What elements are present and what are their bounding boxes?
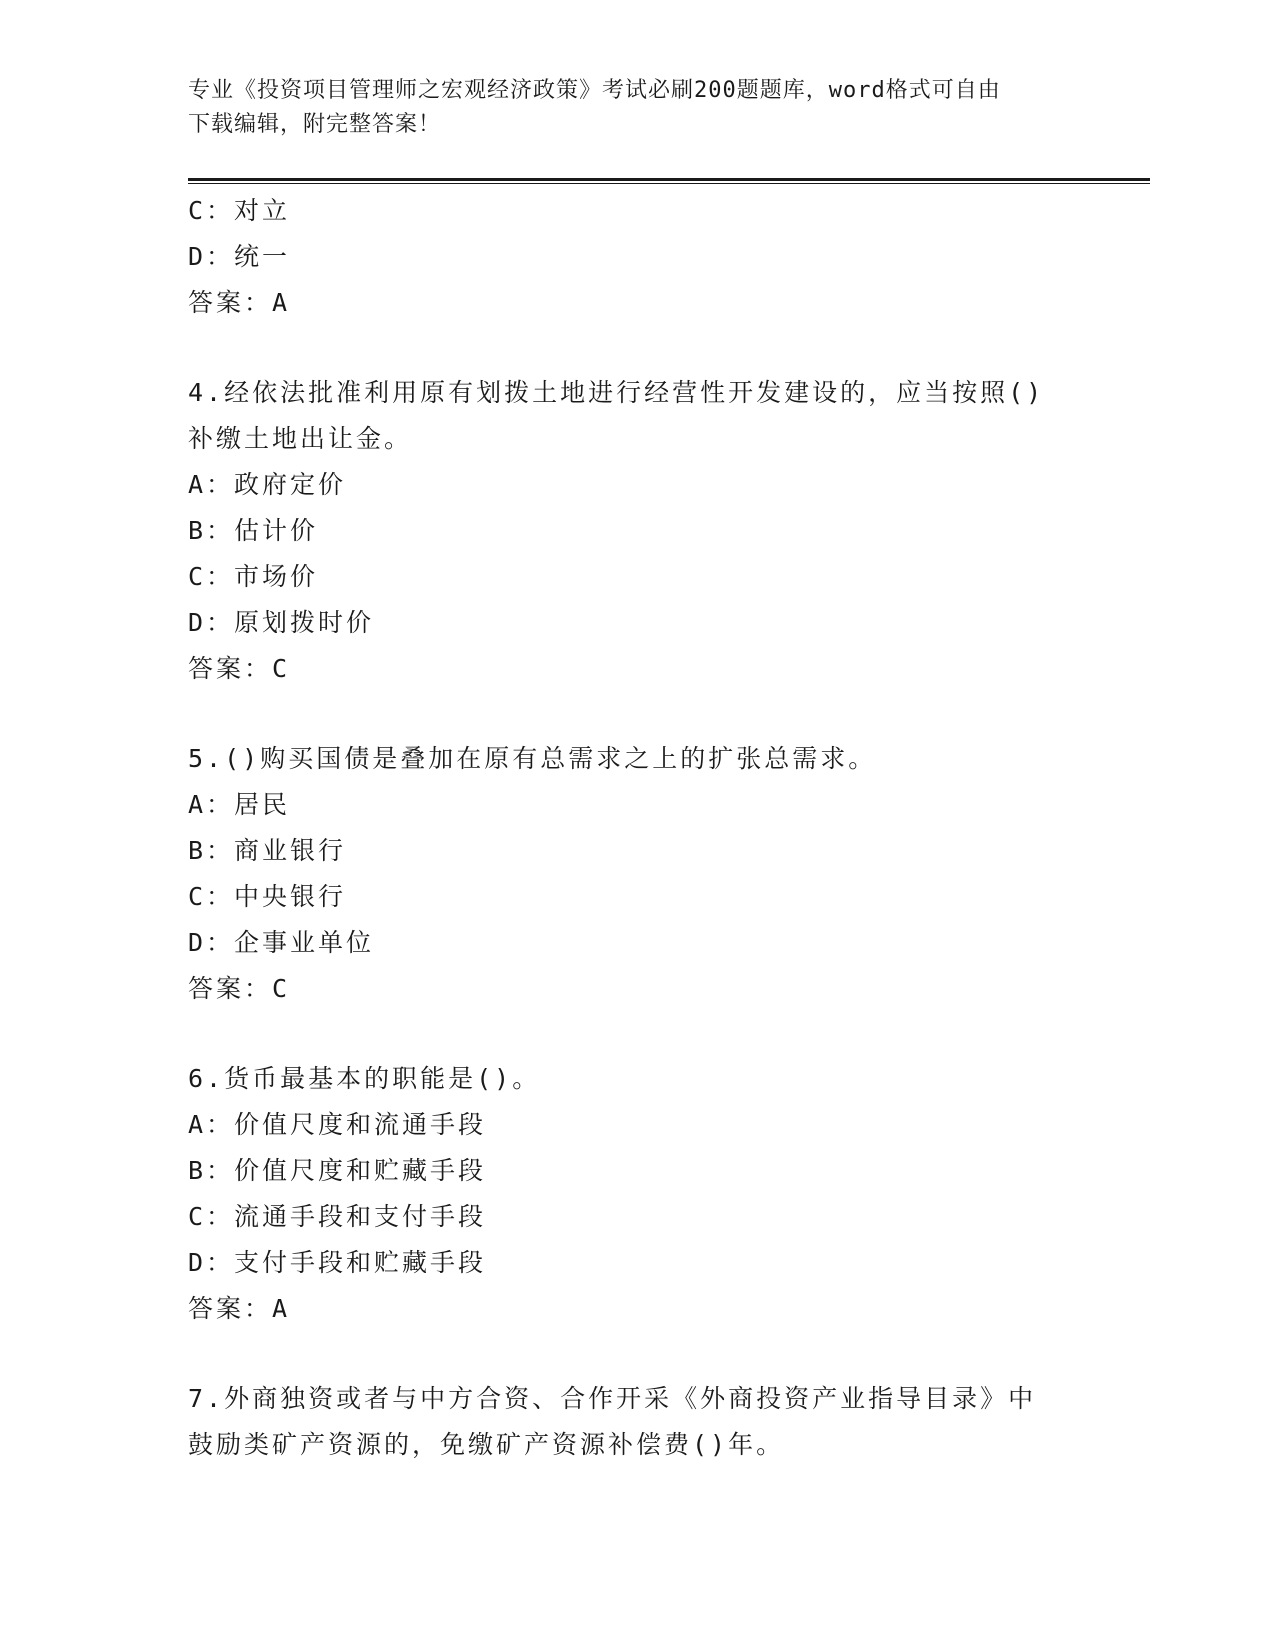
option-c: C：对立 — [188, 196, 291, 225]
option-c: C：市场价 — [188, 562, 319, 591]
question-text-line: 6.货币最基本的职能是()。 — [188, 1064, 541, 1093]
option-a: A：政府定价 — [188, 470, 347, 499]
answer: 答案：C — [188, 974, 291, 1003]
question-6 — [188, 1056, 1088, 1332]
header-line-1: 专业《投资项目管理师之宏观经济政策》考试必刷200题题库，word格式可自由 — [188, 78, 1001, 103]
option-c: C：中央银行 — [188, 882, 347, 911]
question-5 — [188, 736, 1088, 1012]
question-3-continued — [188, 188, 1088, 326]
question-text-line: 补缴土地出让金。 — [188, 424, 413, 453]
answer: 答案：A — [188, 1294, 291, 1323]
question-7 — [188, 1376, 1088, 1468]
document-body — [188, 188, 1088, 1468]
option-d: D：支付手段和贮藏手段 — [188, 1248, 487, 1277]
question-4 — [188, 370, 1088, 692]
question-text-line: 4.经依法批准利用原有划拨土地进行经营性开发建设的，应当按照() — [188, 378, 1045, 407]
header-rule-thick — [188, 178, 1150, 181]
option-b: B：估计价 — [188, 516, 319, 545]
answer: 答案：A — [188, 288, 291, 317]
option-b: B：价值尺度和贮藏手段 — [188, 1156, 487, 1185]
answer: 答案：C — [188, 654, 291, 683]
option-a: A：价值尺度和流通手段 — [188, 1110, 487, 1139]
option-c: C：流通手段和支付手段 — [188, 1202, 487, 1231]
header-rule-thin — [188, 183, 1150, 184]
document-header — [188, 74, 1088, 142]
question-text-line: 鼓励类矿产资源的，免缴矿产资源补偿费()年。 — [188, 1430, 785, 1459]
option-b: B：商业银行 — [188, 836, 347, 865]
header-line-2: 下载编辑，附完整答案！ — [188, 112, 442, 137]
question-text-line: 5.()购买国债是叠加在原有总需求之上的扩张总需求。 — [188, 744, 877, 773]
option-d: D：企事业单位 — [188, 928, 375, 957]
option-d: D：原划拨时价 — [188, 608, 375, 637]
question-text-line: 7.外商独资或者与中方合资、合作开采《外商投资产业指导目录》中 — [188, 1384, 1037, 1413]
option-a: A：居民 — [188, 790, 291, 819]
option-d: D：统一 — [188, 242, 291, 271]
